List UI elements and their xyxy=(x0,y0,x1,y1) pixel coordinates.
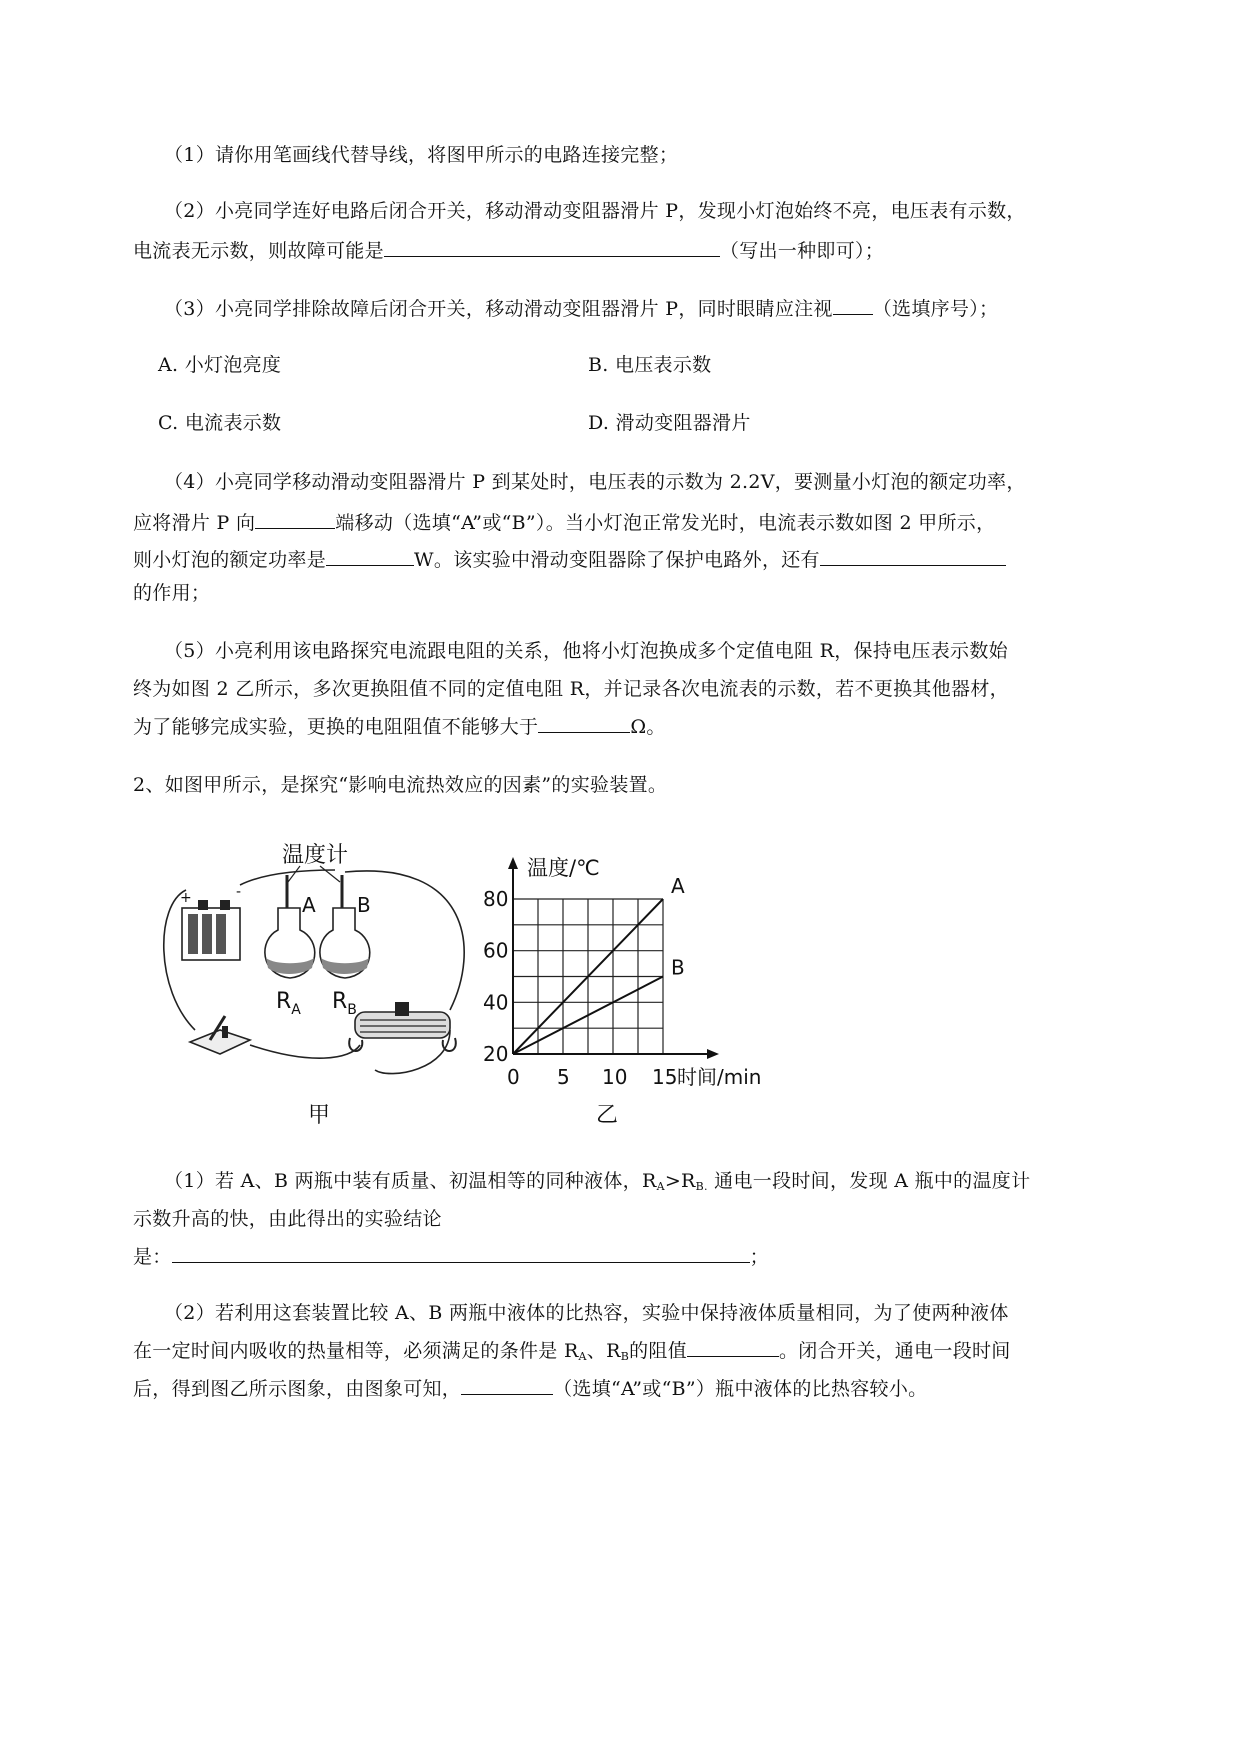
q2-sub1-blank[interactable] xyxy=(172,1242,750,1263)
q2-sub2-text-e: （选填“A”或“B”）瓶中液体的比热容较小。 xyxy=(553,1378,928,1400)
q1-part2-tail: （写出一种即可）； xyxy=(719,240,885,262)
q1-part5-text: 为了能够完成实验，更换的电阻阻值不能够大于 xyxy=(133,716,539,738)
q1-part3-tail: （选填序号）； xyxy=(872,298,999,320)
option-d: D. 滑动变阻器滑片 xyxy=(588,412,751,434)
y-tick-label: 80 xyxy=(483,887,509,911)
q2-sub1-line3 xyxy=(133,1242,769,1270)
q2-sub1-line2: 示数升高的快，由此得出的实验结论 xyxy=(133,1208,442,1230)
q1-part3-text: （3）小亮同学排除故障后闭合开关，移动滑动变阻器滑片 P，同时眼睛应注视 xyxy=(164,298,833,320)
series-label-b: B xyxy=(671,955,685,980)
q2-sub1-sub-a: A xyxy=(656,1180,665,1193)
q1-part4-blank-power[interactable] xyxy=(326,545,414,566)
q1-part3-blank[interactable] xyxy=(833,294,873,315)
q2-sub2-text-d: 后，得到图乙所示图象，由图象可知， xyxy=(133,1378,462,1400)
q1-part1: （1）请你用笔画线代替导线，将图甲所示的电路连接完整； xyxy=(164,144,679,166)
switch-icon xyxy=(190,1016,250,1054)
battery-minus-label: - xyxy=(236,884,242,900)
q2-sub1-line1 xyxy=(164,1168,1030,1200)
flask-a-icon xyxy=(265,875,315,978)
q1-part2-line1: （2）小亮同学连好电路后闭合开关，移动滑动变阻器滑片 P，发现小灯泡始终不亮，电压表有示数， xyxy=(164,200,1026,222)
rb-label: $R_B$ xyxy=(332,989,357,1018)
x-tick-label: 5 xyxy=(557,1065,570,1089)
x-tick-label: 10 xyxy=(602,1065,628,1089)
q1-part2-text: 电流表无示数，则故障可能是 xyxy=(133,240,384,262)
series-label-a: A xyxy=(671,874,685,898)
q2-sub2-sub-b: B xyxy=(620,1350,630,1363)
x-axis-label: 时间/min xyxy=(677,1065,762,1089)
q2-sub2-line2 xyxy=(133,1336,1011,1370)
y-axis-label: 温度/℃ xyxy=(527,856,600,880)
q2-sub1-sub-b: B. xyxy=(695,1180,708,1193)
x-axis-arrow xyxy=(707,1049,719,1059)
q2-sub2-sub-a: A xyxy=(578,1350,587,1363)
flask-a-label: A xyxy=(302,893,316,917)
thermometer-label: 温度计 xyxy=(282,843,349,868)
battery-icon xyxy=(182,900,240,960)
q2-sub1-text-b: 通电一段时间，发现 A 瓶中的温度计 xyxy=(707,1170,1031,1192)
q2-sub2-blank-bottle[interactable] xyxy=(461,1374,553,1395)
q1-part5-line3 xyxy=(133,712,666,740)
option-a: A. 小灯泡亮度 xyxy=(158,354,282,376)
figure-left-caption: 甲 xyxy=(308,1103,331,1128)
q2-sub1-text-c: 是： xyxy=(133,1246,172,1268)
q1-part4-line2 xyxy=(133,508,995,536)
option-b: B. 电压表示数 xyxy=(588,354,712,376)
q2-title: 2、如图甲所示，是探究“影响电流热效应的因素”的实验装置。 xyxy=(133,774,668,796)
q1-part5-tail: Ω。 xyxy=(630,716,666,738)
flask-b-label: B xyxy=(357,893,371,917)
q2-sub1-tail: ； xyxy=(749,1246,769,1268)
q1-part4-text-c: 则小灯泡的额定功率是 xyxy=(133,549,327,571)
q1-part4-line1: （4）小亮同学移动滑动变阻器滑片 P 到某处时，电压表的示数为 2.2V，要测量小灯泡的额定功率， xyxy=(164,471,1026,493)
q1-part4-line4: 的作用； xyxy=(133,582,211,604)
x-tick-label: 0 xyxy=(507,1065,520,1089)
wire-bottom xyxy=(250,1045,360,1058)
q2-sub2-line1: （2）若利用这套装置比较 A、B 两瓶中液体的比热容，实验中保持液体质量相同，为了使两种液体 xyxy=(164,1302,1009,1324)
q2-sub2-text-b: 的阻值 xyxy=(629,1340,687,1362)
y-tick-label: 60 xyxy=(483,938,509,963)
flask-b-icon xyxy=(320,875,370,978)
q2-sub2-text-c: 。闭合开关，通电一段时间 xyxy=(779,1340,1011,1362)
q1-part4-text-d: W。该实验中滑动变阻器除了保护电路外，还有 xyxy=(414,549,820,571)
option-c: C. 电流表示数 xyxy=(158,412,282,434)
y-axis-arrow xyxy=(508,857,518,869)
circuit-figure xyxy=(150,830,480,1130)
q2-sub1-text-a: （1）若 A、B 两瓶中装有质量、初温相等的同种液体，R xyxy=(164,1170,657,1192)
q2-sub2-text-a: 在一定时间内吸收的热量相等，必须满足的条件是 R xyxy=(133,1340,579,1362)
battery-plus-label: + xyxy=(180,890,192,906)
q2-sub2-line3 xyxy=(133,1374,927,1402)
q1-part5-line1: （5）小亮利用该电路探究电流跟电阻的关系，他将小灯泡换成多个定值电阻 R，保持电压表示数始 xyxy=(164,640,1008,662)
q1-part5-line2: 终为如图 2 乙所示，多次更换阻值不同的定值电阻 R，并记录各次电流表的示数，若不更换其他器材， xyxy=(133,678,1009,700)
q1-part5-blank[interactable] xyxy=(538,712,630,733)
q1-part4-blank-role[interactable] xyxy=(820,545,1006,566)
chart-labels xyxy=(483,856,761,1128)
q1-part2-blank[interactable] xyxy=(384,236,720,257)
x-tick-label: 15 xyxy=(652,1065,678,1089)
q1-part4-line3 xyxy=(133,545,1006,573)
q1-part2-line2 xyxy=(133,236,884,264)
y-tick-label: 20 xyxy=(483,1042,509,1066)
q1-part4-blank-direction[interactable] xyxy=(255,508,335,529)
temperature-chart xyxy=(478,842,798,1132)
q1-part4-text-a: 应将滑片 P 向 xyxy=(133,512,256,534)
q2-sub2-mid: 、R xyxy=(586,1340,621,1362)
q1-part4-text-b: 端移动（选填“A”或“B”）。当小灯泡正常发光时，电流表示数如图 2 甲所示， xyxy=(335,512,996,534)
y-tick-label: 40 xyxy=(483,990,509,1015)
rheostat-icon xyxy=(349,1002,456,1051)
figure-right-caption: 乙 xyxy=(596,1103,619,1128)
q2-sub2-blank-resistance[interactable] xyxy=(687,1336,779,1357)
ra-label: $R_A$ xyxy=(276,989,301,1018)
q1-part3 xyxy=(164,294,998,322)
q2-sub1-mid: >R xyxy=(664,1170,696,1192)
